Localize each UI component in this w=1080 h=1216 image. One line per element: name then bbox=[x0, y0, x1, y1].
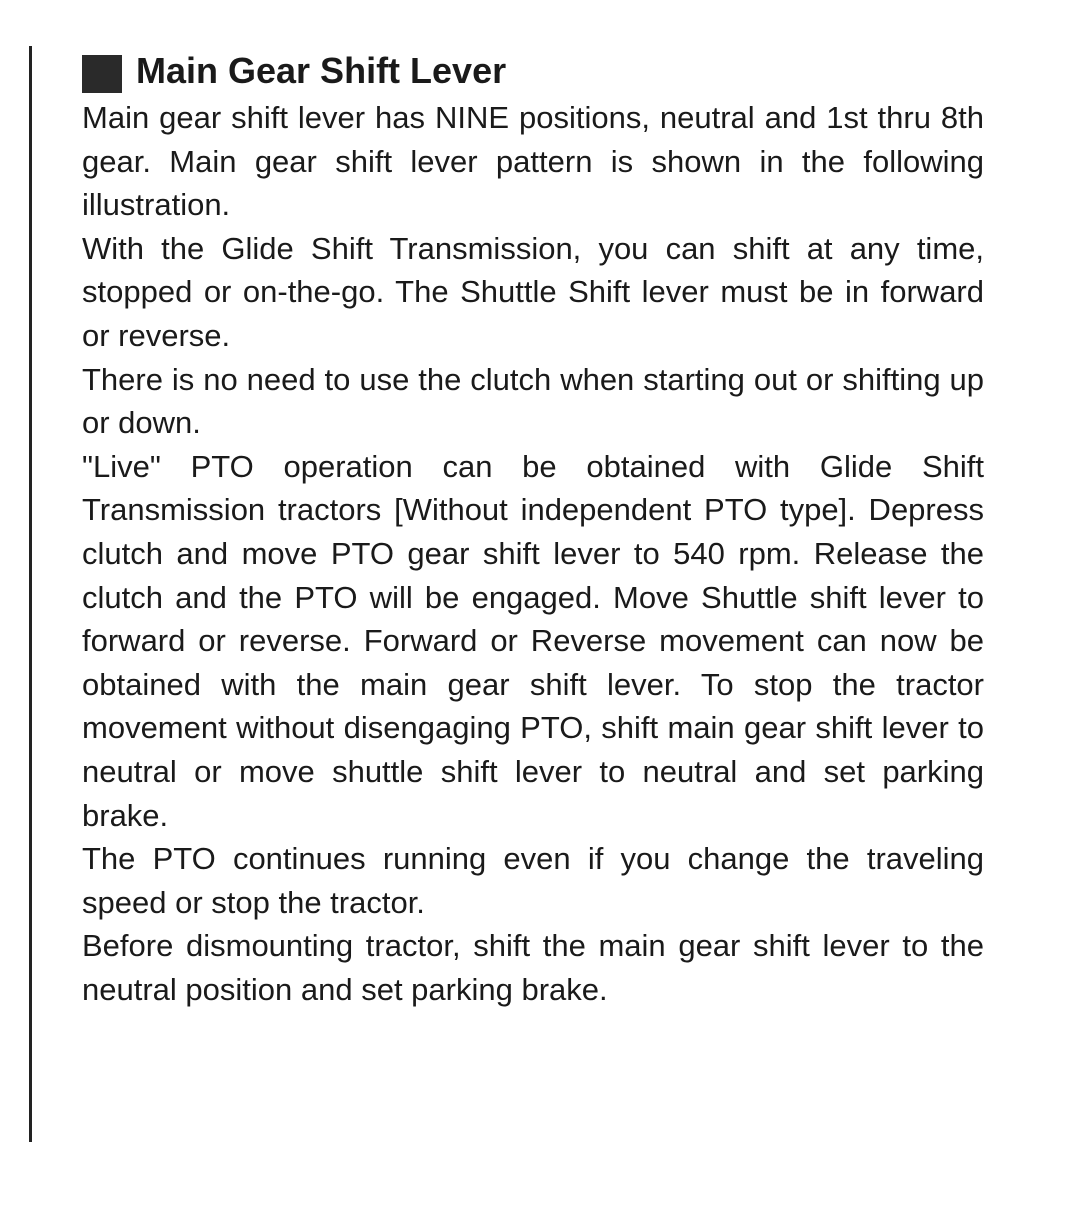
heading-square-icon bbox=[82, 55, 122, 93]
section-content bbox=[82, 46, 984, 1011]
paragraph-glide-shift: With the Glide Shift Transmission, you can shift at any time, stopped or on-the-go. The Shuttle Shift lever must be in forward or reverse. bbox=[82, 230, 984, 353]
paragraph-pto-running: The PTO continues running even if you change the traveling speed or stop the tractor. bbox=[82, 841, 984, 920]
margin-rule bbox=[29, 46, 32, 1142]
section-heading bbox=[82, 46, 984, 96]
paragraph-live-pto: "Live" PTO operation can be obtained with Glide Shift Transmission tractors [Without independent PTO type]. Depress clutch and move PTO gear shift lever to 540 rpm. Release the clutch and the PTO will be engaged. Move Shuttle shift lever to forward or reverse. Forward or Reverse movement can now be obtained with the main gear shift lever. To stop the tractor movement without disengaging PTO, shift main gear shift lever to neutral or move shuttle shift lever to neutral and set parking brake. bbox=[82, 448, 984, 833]
paragraph-dismounting: Before dismounting tractor, shift the main gear shift lever to the neutral position and set parking brake. bbox=[82, 928, 984, 1007]
paragraph-clutch: There is no need to use the clutch when starting out or shifting up or down. bbox=[82, 361, 984, 441]
heading-title: Main Gear Shift Lever bbox=[136, 50, 507, 91]
paragraph-positions: Main gear shift lever has NINE positions, neutral and 1st thru 8th gear. Main gear shift lever pattern is shown in the following illustration. bbox=[82, 100, 984, 223]
